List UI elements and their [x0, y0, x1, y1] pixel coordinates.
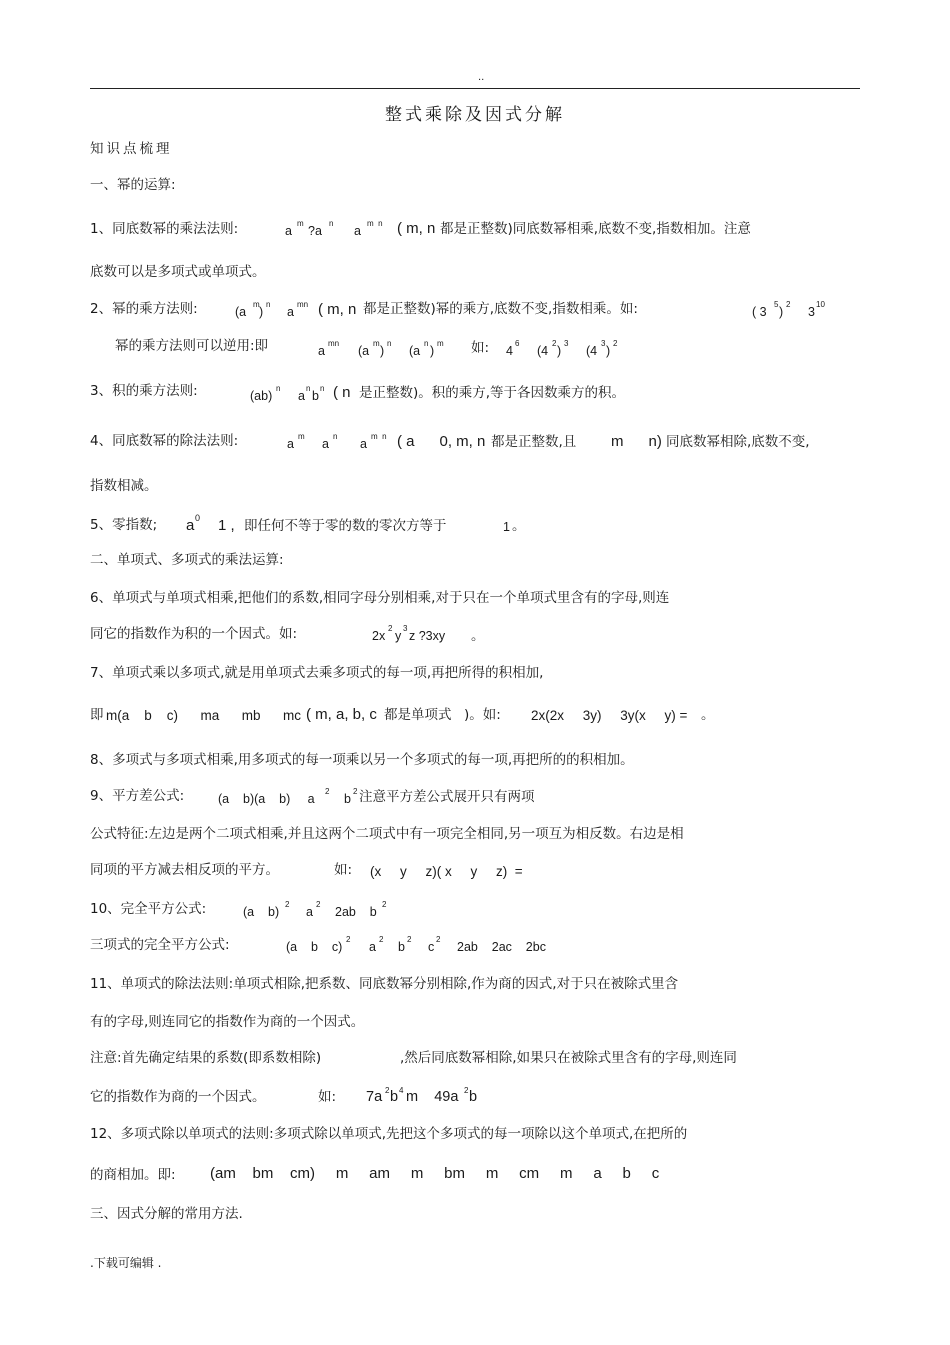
item-6-text: 6、单项式与单项式相乘,把他们的系数,相同字母分别相乘,对于只在一个单项式里含有的字母,则连 [90, 590, 670, 606]
item-11-note-3: 它的指数作为商的一个因式。 [90, 1089, 266, 1105]
item-11-example-c: m 49a [406, 1089, 459, 1105]
item-2-label: 2、幂的乘方法则: [90, 301, 198, 317]
item-2-formula-b: ) [259, 305, 264, 319]
item-2-example2-e-sup: 2 [613, 339, 618, 348]
item-9-formula-a-sup: 2 [325, 787, 330, 796]
item-5-one: 1 [503, 520, 510, 534]
header-rule [90, 88, 860, 89]
item-11-example-b-sup: 4 [399, 1086, 404, 1095]
item-5-label: 5、零指数; [90, 517, 158, 533]
item-5-formula-a: a [186, 517, 195, 534]
item-1-formula-c-sup: m n [367, 219, 383, 228]
item-3-formula-c-sup: n [320, 384, 325, 393]
item-2-reverse-text: 幂的乘方法则可以逆用:即 [115, 338, 269, 354]
item-4-formula-b-sup: n [333, 432, 338, 441]
footer: .下载可编辑 . [90, 1256, 162, 1270]
item-10-label: 10、完全平方公式: [90, 901, 207, 917]
item-3-formula-a: (ab) [250, 389, 273, 403]
item-2-example2-b-sup: 2 [552, 339, 557, 348]
item-11-example-c-sup: 2 [464, 1086, 469, 1095]
item-11-example-a-sup: 2 [385, 1086, 390, 1095]
item-2-example-c-sup: 10 [816, 300, 825, 309]
item-9-label: 9、平方差公式: [90, 788, 185, 804]
item-2-example-b-sup: 2 [786, 300, 791, 309]
item-3-condition: ( n [333, 384, 351, 401]
item-2-formula-b-sup: n [266, 300, 271, 309]
item-6-end: 。 [471, 628, 485, 644]
item-2-reverse-e: ) [430, 344, 435, 358]
item-3-formula-c: b [312, 389, 319, 403]
item-4-text-1: 都是正整数,且 [491, 434, 577, 450]
item-10-formula-a: (a b) [243, 905, 280, 919]
item-1-condition: ( m, n [397, 220, 436, 237]
item-2-example-label: 如: [471, 340, 490, 356]
item-11-text: 11、单项式的除法法则:单项式相除,把系数、同底数幂分别相除,作为商的因式,对于只在被除式里含 [90, 976, 679, 992]
item-2-reverse-a: a [318, 344, 325, 358]
item-2-reverse-a-sup: mn [328, 339, 340, 348]
item-1-formula-b: ?a [308, 224, 322, 238]
item-11-example-label: 如: [318, 1089, 337, 1105]
item-5-formula-a-sup: 0 [195, 513, 201, 523]
item-11-note-1: 注意:首先确定结果的系数(即系数相除) [90, 1050, 322, 1066]
item-2-reverse-d-sup: n [424, 339, 429, 348]
item-1-formula-a: a [285, 224, 292, 238]
item-12-text: 12、多项式除以单项式的法则:多项式除以单项式,先把这个多项式的每一项除以这个单项式,在把所的 [90, 1126, 688, 1142]
item-10b-formula-c: b [398, 940, 405, 954]
item-2-example2-c-sup: 3 [564, 339, 569, 348]
item-4-formula-a-sup: m [298, 432, 305, 441]
item-2-reverse-d: (a [409, 344, 421, 358]
section-2-heading: 二、单项式、多项式的乘法运算: [90, 552, 284, 568]
item-3-formula-b: a [298, 389, 305, 403]
item-7-ji: 即 [90, 707, 104, 723]
item-10b-formula-e: 2ab 2ac 2bc [457, 940, 546, 954]
item-12-example: (am bm cm) m am m bm m cm m a b c [210, 1165, 660, 1182]
item-9-para-1: 公式特征:左边是两个二项式相乘,并且这两个二项式中有一项完全相同,另一项互为相反数。右边是相 [90, 826, 684, 842]
item-2-example2-c: ) [557, 344, 562, 358]
item-9-formula-a: (a b)(a b) a [218, 792, 315, 806]
item-10b-formula-b: a [369, 940, 376, 954]
item-10b-formula-d: c [428, 940, 435, 954]
item-6-formula-a-sup: 2 [388, 624, 393, 633]
item-4-formula-b: a [322, 437, 329, 451]
item-10b-formula-d-sup: 2 [436, 935, 441, 944]
item-6-continuation: 同它的指数作为积的一个因式。如: [90, 626, 298, 642]
item-1-text: 都是正整数)同底数幂相乘,底数不变,指数相加。注意 [440, 221, 751, 237]
item-10b-formula-a: (a b c) [286, 940, 343, 954]
item-7-end: )。如: [464, 707, 501, 723]
item-1-continuation: 底数可以是多项式或单项式。 [90, 264, 266, 280]
item-2-formula-a: (a [235, 305, 247, 319]
item-10b-label: 三项式的完全平方公式: [90, 937, 230, 953]
item-2-example2-d: (4 [586, 344, 598, 358]
item-2-reverse-e-sup: m [437, 339, 444, 348]
item-9-example-label: 如: [334, 862, 353, 878]
item-11-example-a: 7a [366, 1089, 383, 1105]
item-9-para-2: 同项的平方减去相反项的平方。 [90, 862, 279, 878]
item-1-formula-a-sup: m [297, 219, 304, 228]
item-2-formula-c: a [287, 305, 294, 319]
item-10b-formula-c-sup: 2 [407, 935, 412, 944]
item-3-text: 是正整数)。积的乘方,等于各因数乘方的积。 [359, 385, 626, 401]
item-2-reverse-b-sup: m [373, 339, 380, 348]
item-5-formula-b: 1 , [218, 517, 235, 534]
item-2-example2-a-sup: 6 [515, 339, 520, 348]
item-2-text: 都是正整数)幂的乘方,底数不变,指数相乘。如: [363, 301, 638, 317]
item-4-label: 4、同底数幂的除法法则: [90, 433, 239, 449]
item-2-example-b: ) [779, 305, 784, 319]
item-9-formula-b-sup: 2 [353, 787, 358, 796]
item-4-text-2: 同底数幂相除,底数不变, [666, 434, 810, 450]
item-2-formula-c-sup: mn [297, 300, 309, 309]
header-dots: .. [478, 72, 485, 83]
item-11-example-d: b [469, 1089, 478, 1105]
item-2-example2-e: ) [606, 344, 611, 358]
item-6-formula-b: y [395, 629, 402, 643]
item-9-example: (x y z)( x y z) = [370, 864, 523, 879]
item-6-formula-b-sup: 3 [403, 624, 408, 633]
item-2-example-a-sup: 5 [774, 300, 779, 309]
item-7-example: 2x(2x 3y) 3y(x y) = [531, 708, 688, 723]
item-4-formula-a: a [287, 437, 294, 451]
item-7-condition: ( m, a, b, c [306, 706, 377, 723]
item-11-continuation: 有的字母,则连同它的指数作为商的一个因式。 [90, 1014, 365, 1030]
item-11-note-2: ,然后同底数幂相除,如果只在被除式里含有的字母,则连同 [400, 1050, 737, 1066]
item-1-formula-c: a [354, 224, 361, 238]
item-9-formula-b: b [344, 792, 351, 806]
section-3-heading: 三、因式分解的常用方法. [90, 1206, 243, 1222]
item-1-label: 1、同底数幂的乘法法则: [90, 221, 239, 237]
item-5-text: 即任何不等于零的数的零次方等于 [244, 518, 447, 534]
item-3-formula-a-sup: n [276, 384, 281, 393]
item-2-example2-a: 4 [506, 344, 513, 358]
item-4-condition-2: m n) [611, 433, 662, 450]
item-2-formula-a-sup: m [253, 300, 260, 309]
page-title: 整式乘除及因式分解 [385, 105, 565, 125]
subtitle: 知识点梳理 [90, 141, 173, 157]
item-2-condition: ( m, n [318, 301, 357, 318]
item-2-example-c: 3 [808, 305, 815, 319]
item-10-formula-c-sup: 2 [382, 900, 387, 909]
item-11-example-b: b [390, 1089, 399, 1105]
item-2-reverse-c: ) [380, 344, 385, 358]
item-2-reverse-b: (a [358, 344, 370, 358]
item-7-text: 7、单项式乘以多项式,就是用单项式去乘多项式的每一项,再把所得的积相加, [90, 665, 544, 681]
item-1-formula-b-sup: n [329, 219, 334, 228]
item-8-text: 8、多项式与多项式相乘,用多项式的每一项乘以另一个多项式的每一项,再把所的的积相加。 [90, 752, 634, 768]
item-4-formula-c: a [360, 437, 367, 451]
item-4-formula-c-sup: m n [371, 432, 387, 441]
item-2-reverse-c-sup: n [387, 339, 392, 348]
item-3-formula-b-sup: n [306, 384, 311, 393]
item-2-example2-d-sup: 3 [601, 339, 606, 348]
item-9-note: 注意平方差公式展开只有两项 [359, 789, 535, 805]
item-4-condition: ( a 0, m, n [397, 433, 486, 450]
item-10b-formula-b-sup: 2 [379, 935, 384, 944]
item-12-continuation: 的商相加。即: [90, 1167, 176, 1183]
item-10-formula-c: 2ab b [335, 905, 377, 919]
item-3-label: 3、积的乘方法则: [90, 383, 198, 399]
item-7-end-2: 。 [701, 707, 715, 723]
item-7-formula: m(a b c) ma mb mc [106, 708, 302, 723]
item-10-formula-b-sup: 2 [316, 900, 321, 909]
item-7-text-2: 都是单项式 [384, 707, 452, 723]
item-10b-formula-a-sup: 2 [346, 935, 351, 944]
section-1-heading: 一、幂的运算: [90, 177, 176, 193]
item-2-example-a: ( 3 [752, 305, 767, 319]
item-4-continuation: 指数相减。 [90, 478, 158, 494]
item-6-formula-a: 2x [372, 629, 386, 643]
item-5-end: 。 [512, 518, 526, 534]
item-10-formula-b: a [306, 905, 313, 919]
item-6-formula-c: z ?3xy [409, 629, 446, 643]
item-2-example2-b: (4 [537, 344, 549, 358]
item-10-formula-a-sup: 2 [285, 900, 290, 909]
